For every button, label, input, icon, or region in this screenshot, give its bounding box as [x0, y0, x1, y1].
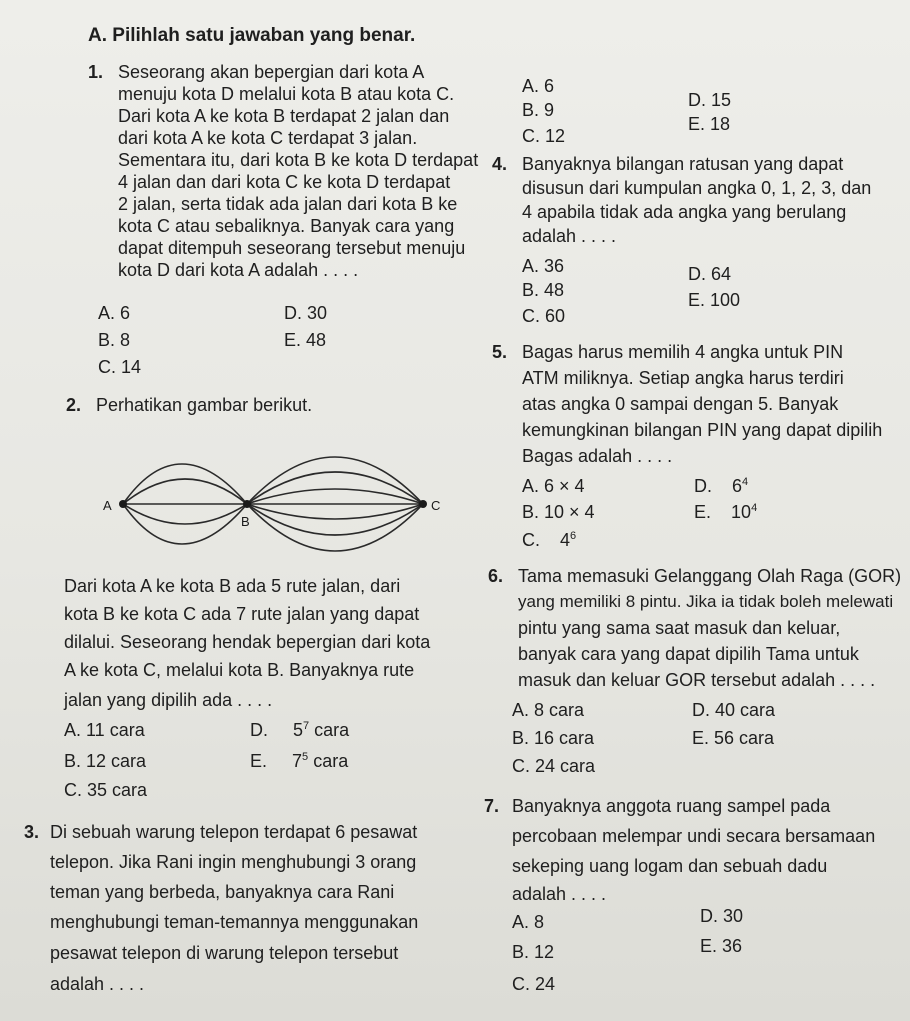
option-label: E.: [250, 751, 268, 771]
q3-option-d[interactable]: D. 15: [688, 90, 732, 110]
q3-line: pesawat telepon di warung telepon tersebut: [50, 943, 399, 963]
q4-line: adalah . . . .: [522, 226, 617, 246]
q7-number: 7.: [484, 796, 500, 816]
q1-line: kota C atau sebaliknya. Banyak cara yang: [118, 216, 455, 236]
q7-line: percobaan melempar undi secara bersamaan: [512, 826, 876, 846]
node-b: [243, 500, 251, 508]
q6-option-d[interactable]: D. 40 cara: [692, 700, 776, 720]
q1-line: Seseorang akan bepergian dari kota A: [118, 62, 425, 82]
q5-option-c[interactable]: [522, 530, 576, 550]
q4-line: disusun dari kumpulan angka 0, 1, 2, 3, dan: [522, 178, 872, 198]
q2-option-e[interactable]: [250, 751, 348, 771]
q3-line: adalah . . . .: [50, 974, 145, 994]
power-base: 5: [293, 720, 304, 740]
q6-option-b[interactable]: B. 16 cara: [512, 728, 595, 748]
route-diagram: [95, 438, 455, 568]
q4-option-c[interactable]: C. 60: [522, 306, 566, 326]
q3-line: teman yang berbeda, banyaknya cara Rani: [50, 882, 395, 902]
node-a: [119, 500, 127, 508]
power-base: 7: [292, 751, 303, 771]
q2-line: A ke kota C, melalui kota B. Banyaknya rute: [64, 660, 415, 680]
q1-line: Dari kota A ke kota B terdapat 2 jalan dan: [118, 106, 450, 126]
q7-line: Banyaknya anggota ruang sampel pada: [512, 796, 831, 816]
q5-option-b[interactable]: B. 10 × 4: [522, 502, 595, 522]
q2-option-d[interactable]: [250, 720, 349, 740]
q3-line: Di sebuah warung telepon terdapat 6 pesawat: [50, 822, 418, 842]
q5-line: kemungkinan bilangan PIN yang dapat dipilih: [522, 420, 883, 440]
q2-option-b[interactable]: B. 12 cara: [64, 751, 147, 771]
q7-option-e[interactable]: E. 36: [700, 936, 743, 956]
q2-option-c[interactable]: C. 35 cara: [64, 780, 148, 800]
power-exponent: 4: [742, 476, 749, 488]
q6-option-c[interactable]: C. 24 cara: [512, 756, 596, 776]
q3-line: telepon. Jika Rani ingin menghubungi 3 orang: [50, 852, 417, 872]
q6-line: yang memiliki 8 pintu. Jika ia tidak boleh melewati: [518, 592, 894, 611]
q1-line: Sementara itu, dari kota B ke kota D terdapat: [118, 150, 479, 170]
q3-option-a[interactable]: A. 6: [522, 76, 555, 96]
q1-line: dapat ditempuh seseorang tersebut menuju: [118, 238, 466, 258]
unit: cara: [314, 720, 350, 740]
q1-line: kota D dari kota A adalah . . . .: [118, 260, 359, 280]
power-base: 6: [732, 476, 743, 496]
q2-intro: Perhatikan gambar berikut.: [96, 395, 313, 415]
q6-option-a[interactable]: A. 8 cara: [512, 700, 585, 720]
q7-line: adalah . . . .: [512, 884, 607, 904]
q6-line: banyak cara yang dapat dipilih Tama untuk: [518, 644, 859, 664]
q2-line: jalan yang dipilih ada . . . .: [64, 690, 273, 710]
q1-line: 4 jalan dan dari kota C ke kota D terdapat: [118, 172, 451, 192]
power-exponent: 4: [751, 502, 758, 514]
q1-option-d[interactable]: D. 30: [284, 303, 328, 323]
q5-line: Bagas adalah . . . .: [522, 446, 673, 466]
q5-line: atas angka 0 sampai dengan 5. Banyak: [522, 394, 839, 414]
q5-option-d[interactable]: [694, 476, 748, 496]
q6-line: masuk dan keluar GOR tersebut adalah . . . .: [518, 670, 876, 690]
q7-option-c[interactable]: C. 24: [512, 974, 556, 994]
option-label: D.: [694, 476, 712, 496]
option-label: E.: [694, 502, 712, 522]
q1-line: menuju kota D melalui kota B atau kota C.: [118, 84, 455, 104]
q5-option-a[interactable]: A. 6 × 4: [522, 476, 585, 496]
power-exponent: 5: [302, 751, 309, 763]
q4-option-e[interactable]: E. 100: [688, 290, 741, 310]
q7-line: sekeping uang logam dan sebuah dadu: [512, 856, 828, 876]
q7-option-a[interactable]: A. 8: [512, 912, 545, 932]
q5-line: Bagas harus memilih 4 angka untuk PIN: [522, 342, 844, 362]
q6-number: 6.: [488, 566, 504, 586]
q3-number: 3.: [24, 822, 40, 842]
power-base: 10: [731, 502, 752, 522]
node-c: [419, 500, 427, 508]
label-a: A: [103, 498, 112, 513]
q6-line: pintu yang sama saat masuk dan keluar,: [518, 618, 841, 638]
q7-option-d[interactable]: D. 30: [700, 906, 744, 926]
q5-line: ATM miliknya. Setiap angka harus terdiri: [522, 368, 844, 388]
q4-option-b[interactable]: B. 48: [522, 280, 565, 300]
q2-line: dilalui. Seseorang hendak bepergian dari kota: [64, 632, 431, 652]
option-label: D.: [250, 720, 268, 740]
q4-option-d[interactable]: D. 64: [688, 264, 732, 284]
q2-number: 2.: [66, 395, 82, 415]
q4-option-a[interactable]: A. 36: [522, 256, 565, 276]
q1-line: dari kota A ke kota C terdapat 3 jalan.: [118, 128, 418, 148]
unit: cara: [313, 751, 349, 771]
q1-option-b[interactable]: B. 8: [98, 330, 131, 350]
power-exponent: 6: [570, 530, 577, 542]
q4-line: Banyaknya bilangan ratusan yang dapat: [522, 154, 844, 174]
q1-option-e[interactable]: E. 48: [284, 330, 327, 350]
q1-option-a[interactable]: A. 6: [98, 303, 131, 323]
option-label: C.: [522, 530, 540, 550]
q4-line: 4 apabila tidak ada angka yang berulang: [522, 202, 847, 222]
q6-option-e[interactable]: E. 56 cara: [692, 728, 775, 748]
q2-line: kota B ke kota C ada 7 rute jalan yang dapat: [64, 604, 420, 624]
q1-option-c[interactable]: C. 14: [98, 357, 142, 377]
q3-line: menghubungi teman-temannya menggunakan: [50, 912, 419, 932]
q5-number: 5.: [492, 342, 508, 362]
q3-option-c[interactable]: C. 12: [522, 126, 566, 146]
label-b: B: [241, 514, 250, 529]
q3-option-e[interactable]: E. 18: [688, 114, 731, 134]
q6-line: Tama memasuki Gelanggang Olah Raga (GOR): [518, 566, 902, 586]
q4-number: 4.: [492, 154, 508, 174]
q1-line: 2 jalan, serta tidak ada jalan dari kota B ke: [118, 194, 458, 214]
q1-number: 1.: [88, 62, 104, 82]
q7-option-b[interactable]: B. 12: [512, 942, 555, 962]
power-exponent: 7: [303, 720, 310, 732]
q2-option-a[interactable]: A. 11 cara: [64, 720, 145, 740]
q3-option-b[interactable]: B. 9: [522, 100, 555, 120]
q5-option-e[interactable]: [694, 502, 757, 522]
label-c: C: [431, 498, 441, 513]
section-title: A. Pilihlah satu jawaban yang benar.: [88, 25, 416, 46]
q2-line: Dari kota A ke kota B ada 5 rute jalan, dari: [64, 576, 401, 596]
power-base: 4: [560, 530, 571, 550]
